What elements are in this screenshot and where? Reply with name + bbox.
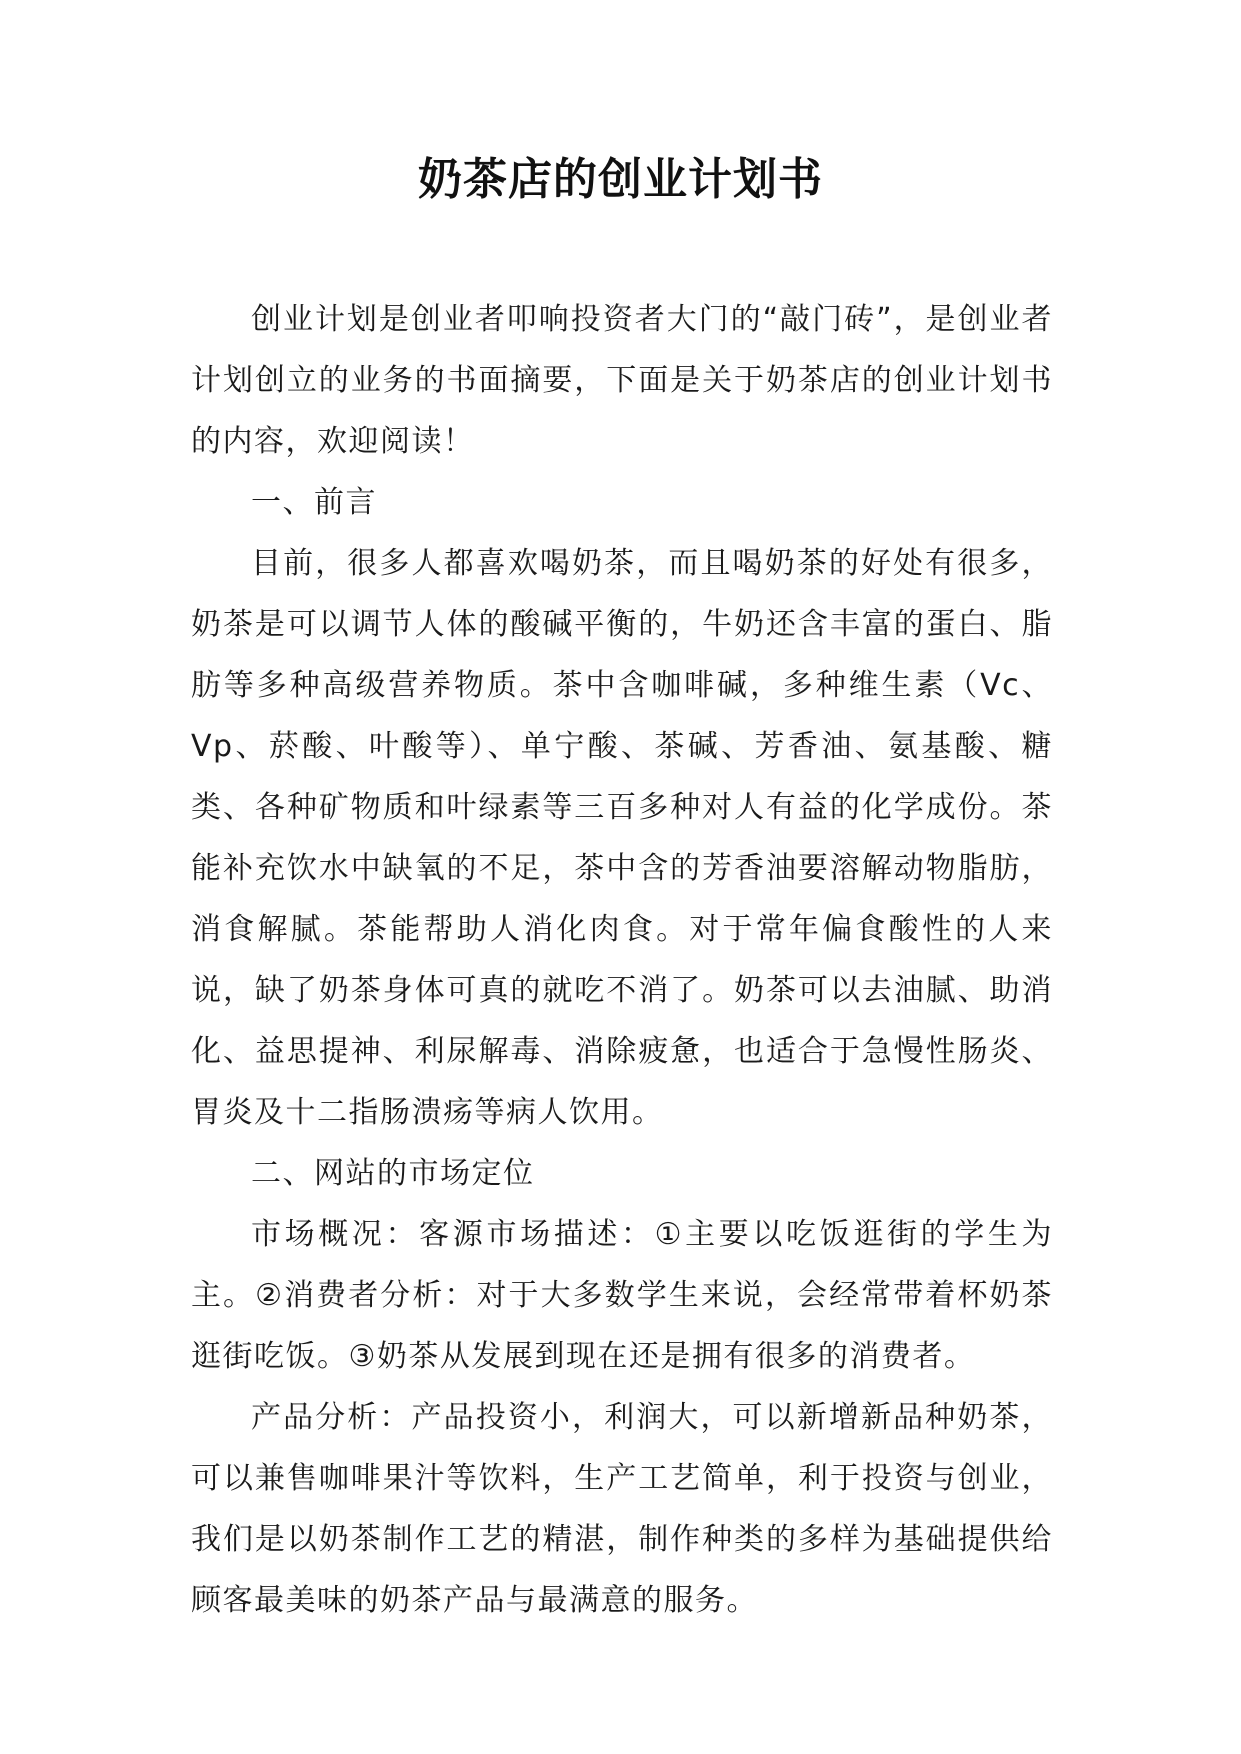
market-overview-paragraph: 市场概况：客源市场描述：①主要以吃饭逛街的学生为主。②消费者分析：对于大多数学生来说，会经常带着杯奶茶逛街吃饭。③奶茶从发展到现在还是拥有很多的消费者。 (191, 1217, 1053, 1374)
intro-paragraph: 创业计划是创业者叩响投资者大门的“敲门砖”，是创业者计划创立的业务的书面摘要，下面是关于奶茶店的创业计划书的内容，欢迎阅读！ (191, 302, 1053, 459)
section-heading-market-positioning: 二、网站的市场定位 (251, 1156, 535, 1191)
document-title: 奶茶店的创业计划书 (418, 154, 823, 205)
section-heading-preface: 一、前言 (251, 485, 377, 520)
product-analysis-paragraph: 产品分析：产品投资小，利润大，可以新增新品种奶茶，可以兼售咖啡果汁等饮料，生产工艺简单，利于投资与创业，我们是以奶茶制作工艺的精湛，制作种类的多样为基础提供给顾客最美味的奶茶产品与最满意的服务。 (191, 1400, 1053, 1618)
preface-paragraph: 目前，很多人都喜欢喝奶茶，而且喝奶茶的好处有很多，奶茶是可以调节人体的酸碱平衡的，牛奶还含丰富的蛋白、脂肪等多种高级营养物质。茶中含咖啡碱，多种维生素（Vc、Vp、菸酸、叶酸等）、单宁酸、茶碱、芳香油、氨基酸、糖类、各种矿物质和叶绿素等三百多种对人有益的化学成份。茶能补充饮水中缺氧的不足，茶中含的芳香油要溶解动物脂肪，消食解腻。茶能帮助人消化肉食。对于常年偏食酸性的人来说，缺了奶茶身体可真的就吃不消了。奶茶可以去油腻、助消化、益思提神、利尿解毒、消除疲惫，也适合于急慢性肠炎、胃炎及十二指肠溃疡等病人饮用。 (191, 546, 1053, 1130)
document-body (191, 289, 1053, 1631)
